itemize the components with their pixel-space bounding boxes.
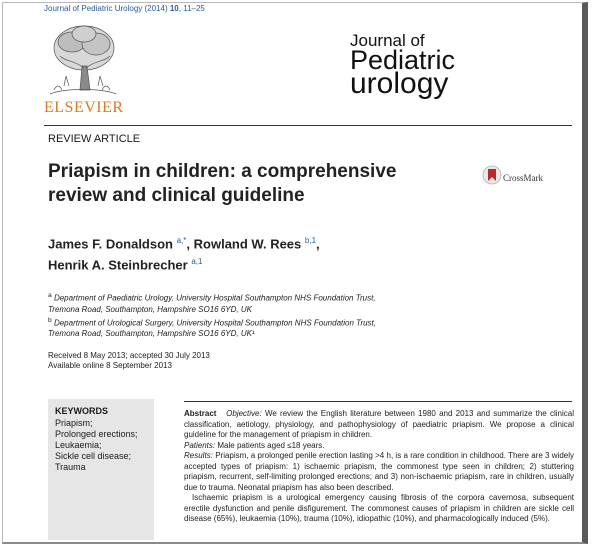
objective-text: We review the English literature between 1980 and 2013 and summarize the clinical classification, aetiology, physiology, and pathophysiology of paediatric priapism. We propose a clinical guideline for the management of priapism in children.	[184, 409, 574, 439]
affiliations	[48, 290, 468, 339]
abstract-results	[184, 451, 574, 493]
abstract-paragraph: Ischaemic priapism is a urological emergency causing fibrosis of the corpora cavernosa, subsequent erectile dysfunction and penile disfigurement. The commonest causes of priapism in children are sickle cell disease (65%), leukaemia (10%), trauma (10%), idiopathic (10%), and pharmacologically induced (5%).	[184, 493, 574, 523]
affiliation-marker: b	[48, 316, 52, 324]
author-affiliation-marker[interactable]: b,1	[304, 236, 317, 245]
affiliation-line: Tremona Road, Southampton, Hampshire SO16 6YD, UK	[48, 304, 252, 314]
journal-citation[interactable]	[44, 4, 205, 13]
citation-pages: , 11–25	[178, 4, 205, 13]
keywords-title: KEYWORDS	[55, 406, 109, 416]
affiliation-line: Tremona Road, Southampton, Hampshire SO16 6YD, UK¹	[48, 329, 255, 339]
crossmark-label[interactable]: CrossMark	[503, 173, 543, 183]
keyword-list	[55, 418, 138, 473]
available-online: Available online 8 September 2013	[48, 361, 172, 370]
article-title: Priapism in children: a comprehensive review and clinical guideline	[48, 161, 397, 206]
author-separator: ,	[186, 236, 194, 252]
author-name[interactable]: Henrik A. Steinbrecher	[48, 257, 188, 273]
journal-logo-line2: Pediatric	[350, 45, 456, 75]
elsevier-wordmark: ELSEVIER	[44, 99, 124, 116]
keyword-item: Priapism;	[55, 418, 93, 428]
objective-label: Objective:	[226, 409, 262, 418]
header-divider	[44, 125, 572, 126]
journal-logo-line1: Journal of	[350, 31, 425, 50]
author-list	[48, 232, 448, 275]
article-dates	[48, 351, 210, 371]
abstract-objective	[184, 409, 574, 441]
author-affiliation-marker[interactable]: a,*	[176, 236, 187, 245]
keyword-item: Sickle cell disease;	[55, 451, 132, 461]
affiliation-line: Department of Paediatric Urology, University Hospital Southampton NHS Foundation Trust,	[53, 293, 376, 303]
patients-text: Male patients aged ≤18 years.	[217, 440, 325, 450]
author-name[interactable]: James F. Donaldson	[48, 236, 173, 252]
keyword-item: Trauma	[55, 462, 86, 472]
article-type: REVIEW ARTICLE	[48, 133, 141, 145]
received-accepted: Received 8 May 2013; accepted 30 July 2013	[48, 351, 210, 360]
affiliation-item	[48, 290, 468, 315]
abstract-label: Abstract	[184, 409, 217, 418]
abstract-patients	[184, 441, 574, 452]
results-text: Priapism, a prolonged penile erection lasting >4 h, is a rare condition in childhood. There are 3 widely accepted types of priapism: 1) ischaemic priapism, the commonest type seen in children; 2) stuttering priapism, recurrent, self-limiting prolonged erections; and 3) non-ischaemic priapism, rare in children, usually due to trauma. Neonatal priapism has also been described.	[184, 451, 575, 492]
patients-label: Patients:	[184, 440, 216, 450]
affiliation-marker: a	[48, 292, 52, 299]
citation-volume: 10	[169, 4, 179, 13]
author-separator: ,	[316, 236, 320, 252]
journal-logo-line3: urology	[350, 67, 449, 100]
journal-logo	[350, 32, 455, 98]
author-affiliation-marker[interactable]: a,1	[191, 257, 203, 267]
affiliation-line: Department of Urological Surgery, University Hospital Southampton NHS Foundation Trust,	[53, 318, 377, 328]
abstract	[184, 409, 574, 525]
abstract-divider	[184, 401, 572, 402]
keyword-item: Prolonged erections;	[55, 429, 138, 439]
affiliation-item	[48, 315, 468, 340]
citation-journal: Journal of Pediatric Urology (2014)	[44, 4, 168, 13]
results-label: Results:	[184, 451, 213, 460]
keyword-item: Leukaemia;	[55, 440, 102, 450]
author-name[interactable]: Rowland W. Rees	[193, 236, 302, 252]
keywords-box	[48, 399, 154, 540]
